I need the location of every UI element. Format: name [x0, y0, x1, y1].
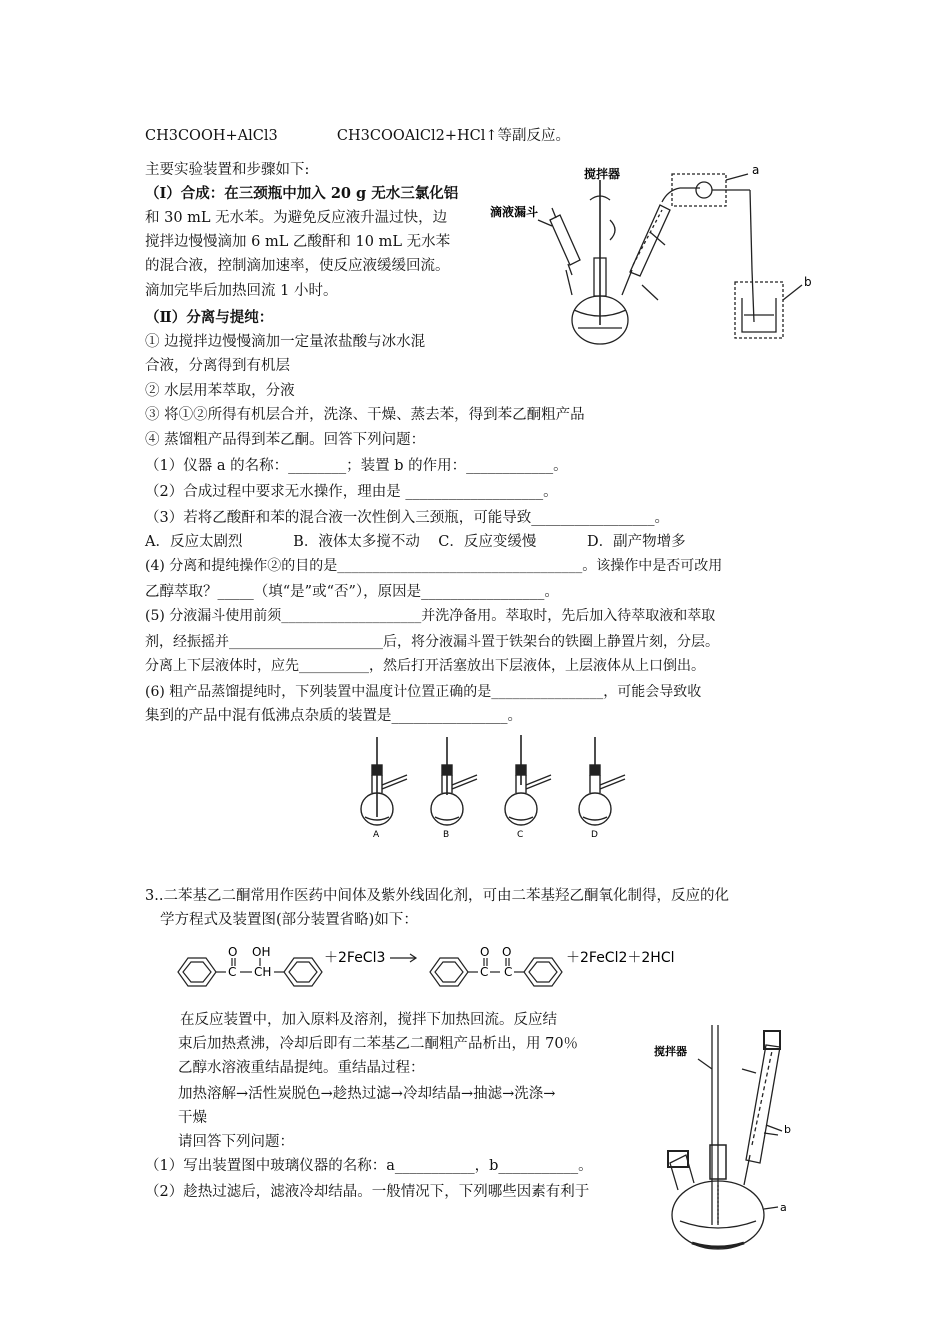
q3-intro-cont: 学方程式及装置图(部分装置省略)如下：	[160, 912, 418, 928]
text-line: 主要实验装置和步骤如下:	[145, 162, 310, 178]
text-line: 剂，经振摇并______________________后，将分液漏斗置于铁架台的铁圈上静置片刻，分层。	[145, 634, 719, 650]
question-1: （1）仪器 a 的名称：________；装置 b 的作用：____________。	[145, 458, 568, 474]
label-b: b	[804, 275, 812, 289]
dropping-funnel	[550, 215, 580, 265]
synthesis-step: （I）合成：在三颈瓶中加入 20 g 无水三氯化铝	[145, 185, 459, 202]
label-a: a	[752, 163, 760, 177]
funnel-label: 滴液漏斗	[490, 205, 539, 219]
eq-carbon: C	[228, 965, 237, 979]
stirrer-label: 搅拌器	[654, 1045, 687, 1058]
q3-question-2: （2）趁热过滤后，滤液冷却结晶。一般情况下，下列哪些因素有利于	[145, 1184, 590, 1200]
text-line: 搅拌边慢慢滴加 6 mL 乙酸酐和 10 mL 无水苯	[145, 234, 451, 250]
stirrer-label: 搅拌器	[584, 167, 621, 181]
text-line: 请回答下列问题：	[178, 1134, 294, 1150]
q3-question-1: （1）写出装置图中玻璃仪器的名称：a___________，b___________。	[145, 1158, 593, 1174]
question-4: (4) 分离和提纯操作②的目的是___________________________________。该操作中是否可改用	[145, 558, 723, 574]
eq-oxygen: O	[228, 945, 238, 959]
question-5: (5) 分液漏斗使用前须____________________并洗净备用。萃取时，先后加入待萃取液和萃取	[145, 608, 716, 624]
text-line: 干燥	[178, 1110, 207, 1126]
q3-intro: 3..二苯基乙二酮常用作医药中间体及紫外线固化剂，可由二苯基羟乙酮氧化制得，反应的化	[145, 888, 729, 904]
condenser	[630, 205, 670, 276]
text-line: 和 30 mL 无水苯。为避免反应液升温过快，边	[145, 210, 448, 226]
question-6: (6) 粗产品蒸馏提纯时，下列装置中温度计位置正确的是________________，可能会导致收	[145, 684, 702, 700]
flask-A	[361, 737, 407, 825]
distillation-options-figure	[355, 735, 635, 840]
drying-tube-a	[696, 182, 712, 198]
text-line: 乙醇水溶液重结晶提纯。重结晶过程：	[178, 1060, 425, 1076]
equation-line-acetic	[145, 126, 570, 146]
reflux-condenser-b	[746, 1045, 780, 1163]
flask-B	[431, 737, 477, 825]
question-2: （2）合成过程中要求无水操作，理由是 ___________________。	[145, 484, 558, 500]
text-line: 的混合液，控制滴加速率，使反应液缓缓回流。	[145, 258, 450, 274]
text-line: ② 水层用苯萃取，分液	[145, 383, 295, 399]
apparatus-figure-1	[490, 160, 820, 350]
apparatus-figure-2	[648, 1025, 798, 1255]
question-3: （3）若将乙酸酐和苯的混合液一次性倒入三颈瓶，可能导致_________________。	[145, 510, 669, 526]
text-line	[145, 184, 458, 204]
text-line: 乙醇萃取？_____（填“是”或“否”），原因是_________________。	[145, 584, 559, 600]
eq-products: ＋2FeCl2＋2HCl	[566, 950, 675, 966]
text-line: ① 边搅拌边慢慢滴加一定量浓盐酸与冰水混	[145, 334, 426, 350]
text-line: 束后加热煮沸，冷却后即有二苯基乙二酮粗产品析出，用 70％	[178, 1036, 579, 1052]
eq-carbon: C	[504, 965, 513, 979]
text-line: 集到的产品中混有低沸点杂质的装置是________________。	[145, 708, 522, 724]
flask-C	[505, 735, 551, 825]
flask-label-C: C	[517, 830, 524, 840]
flask-D	[579, 737, 625, 825]
label-b: b	[784, 1123, 791, 1136]
section-heading: （Ⅱ）分离与提纯：	[145, 309, 274, 326]
text-line: 加热溶解→活性炭脱色→趁热过滤→冷却结晶→抽滤→洗涤→	[178, 1086, 556, 1102]
flask-label-B: B	[443, 830, 450, 840]
text-line: 合液，分离得到有机层	[145, 358, 290, 374]
eq-oxygen: O	[480, 945, 490, 959]
question-3-options: A．反应太剧烈 B．液体太多搅不动 C．反应变缓慢 D．副产物增多	[145, 534, 686, 550]
text-line: ③ 将①②所得有机层合并，洗涤、干燥、蒸去苯，得到苯乙酮粗产品	[145, 407, 585, 423]
text-line: 分离上下层液体时，应先__________，然后打开活塞放出下层液体，上层液体从上口倒出。	[145, 658, 705, 674]
text-line: 在反应装置中，加入原料及溶剂，搅拌下加热回流。反应结	[180, 1012, 557, 1028]
equation-reactants: CH3COOH+AlCl3	[145, 128, 278, 144]
eq-reagent: ＋2FeCl3	[324, 950, 386, 966]
eq-oxygen: O	[502, 945, 512, 959]
eq-hydroxyl: OH	[252, 945, 271, 959]
label-a: a	[780, 1201, 787, 1214]
reaction-equation	[168, 940, 728, 1000]
text-line: 滴加完毕后加热回流 1 小时。	[145, 283, 338, 299]
eq-carbon: C	[480, 965, 489, 979]
eq-ch: CH	[254, 965, 272, 979]
text-line: ④ 蒸馏粗产品得到苯乙酮。回答下列问题：	[145, 432, 426, 448]
equation-products: CH3COOAlCl2+HCl↑等副反应。	[336, 128, 570, 144]
flask-label-D: D	[591, 830, 598, 840]
flask-label-A: A	[373, 830, 380, 840]
